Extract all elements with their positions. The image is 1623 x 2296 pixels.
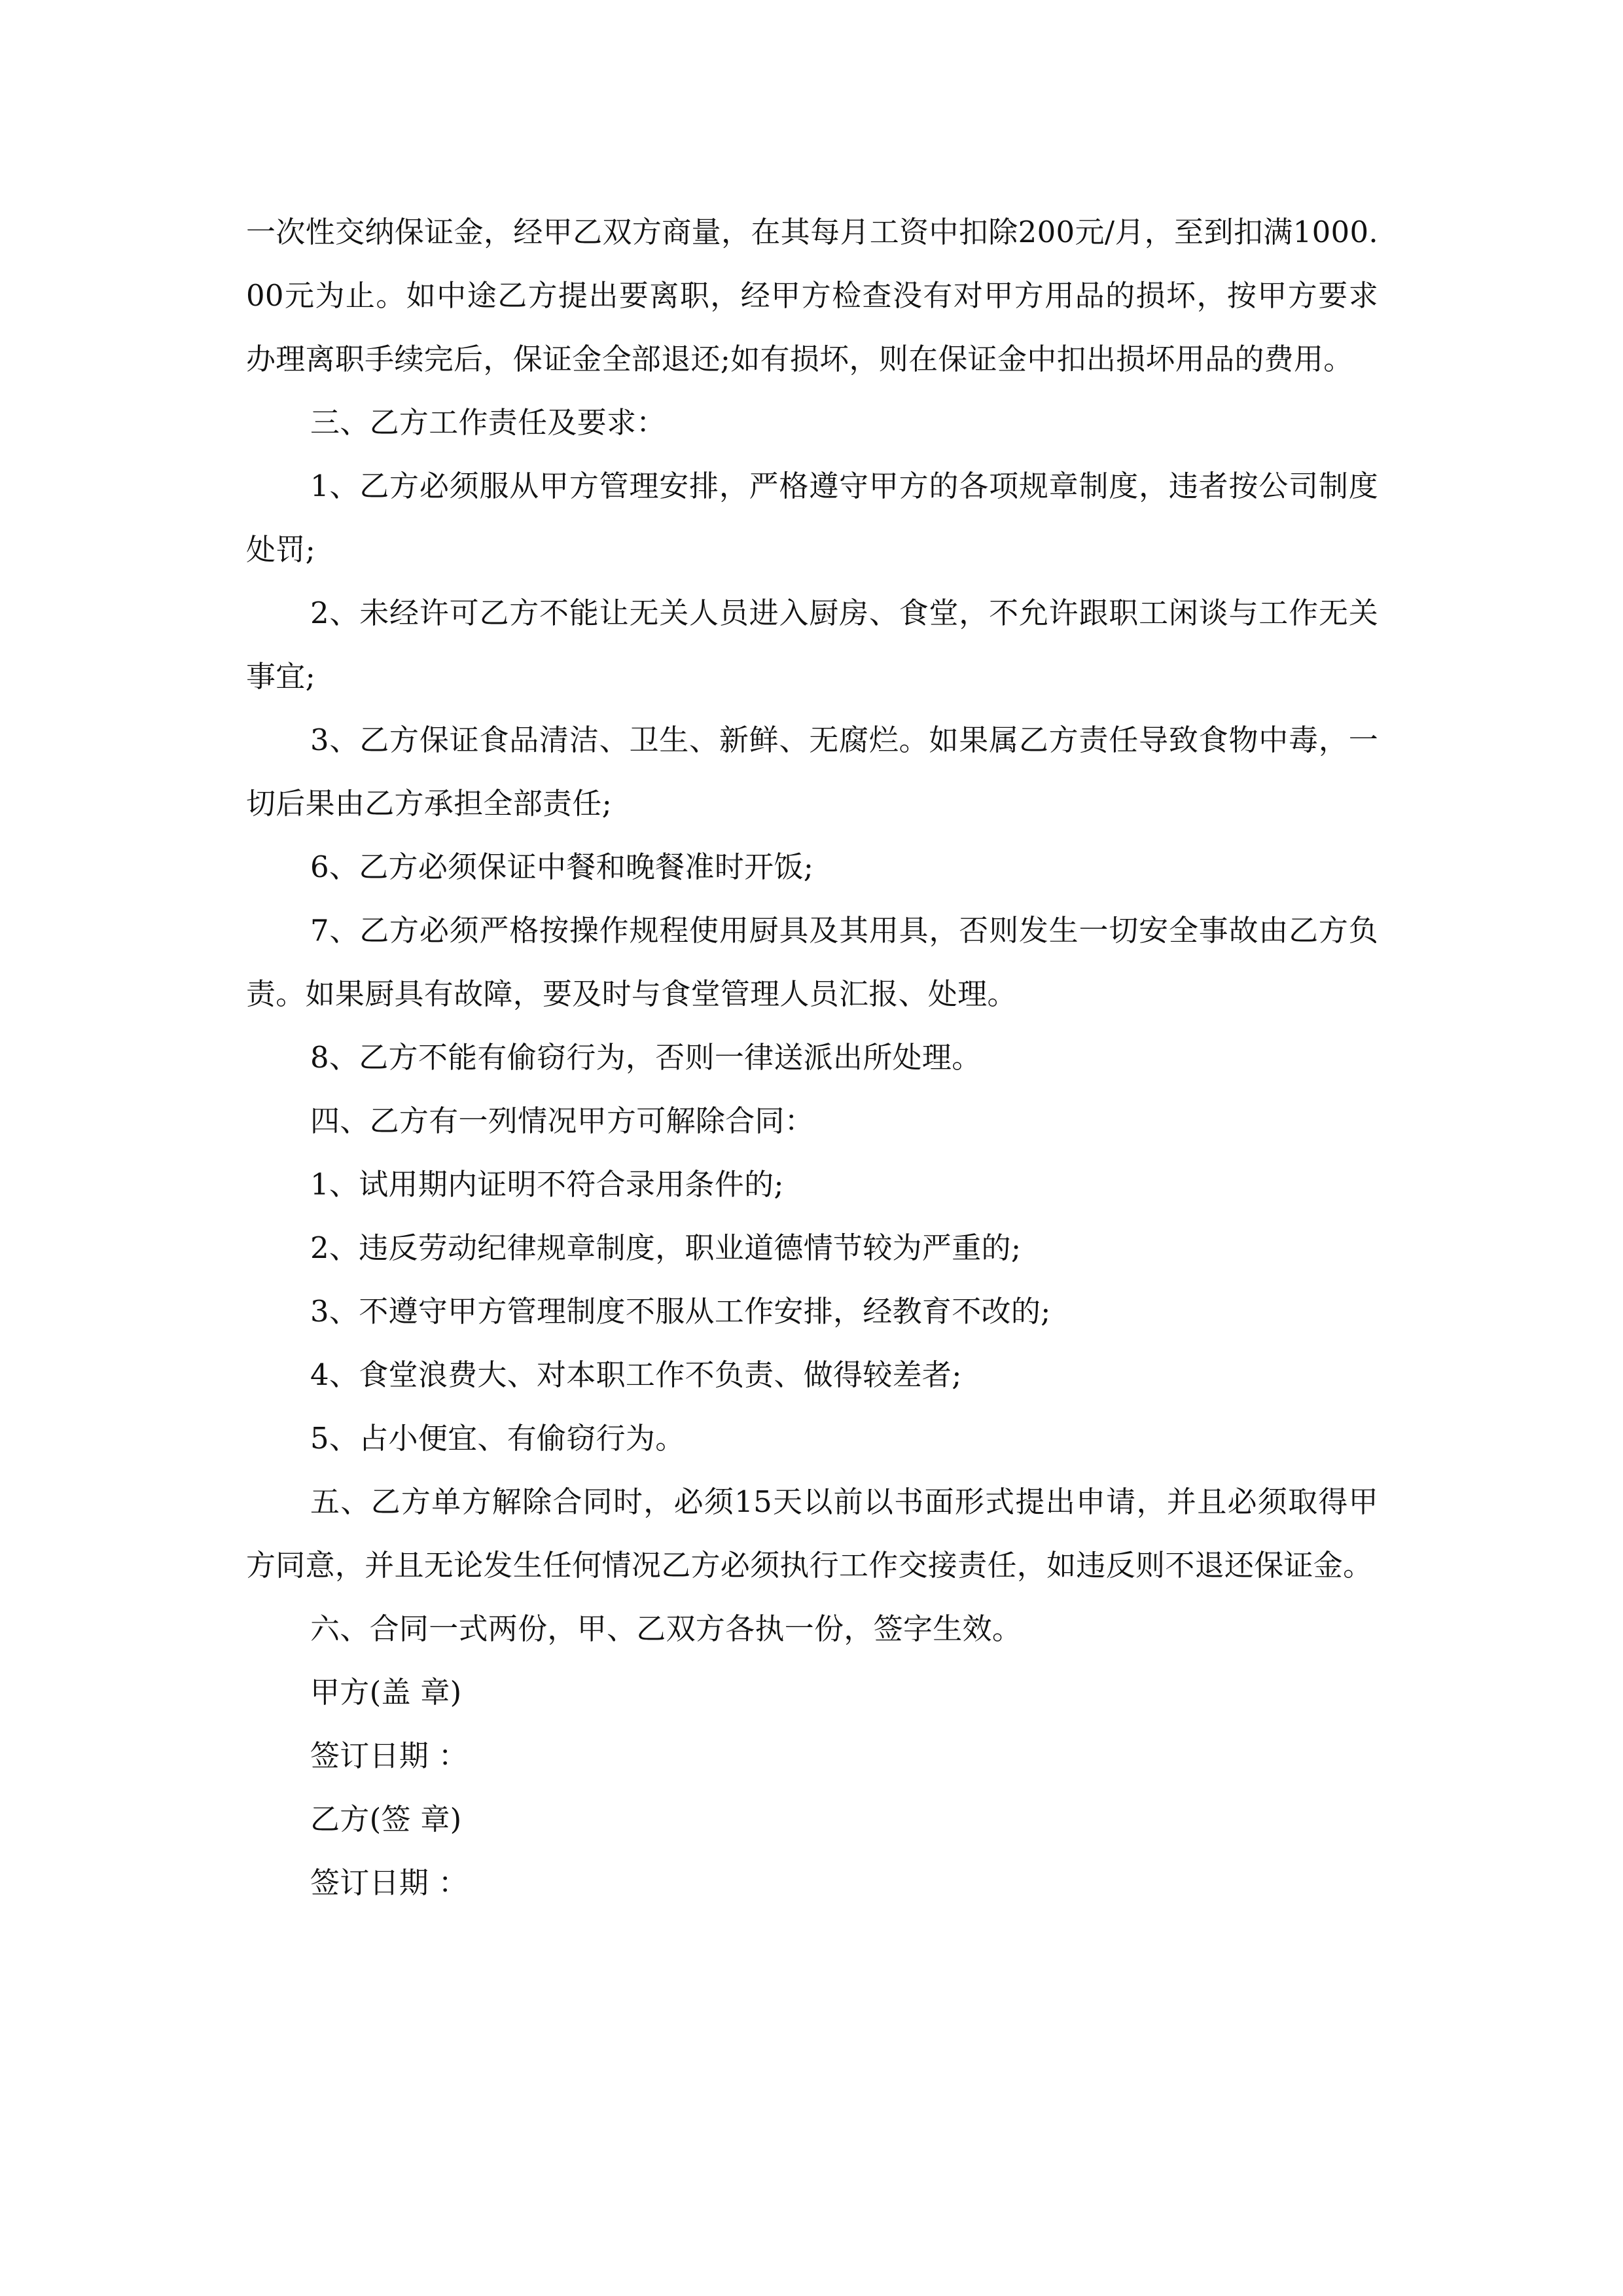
section-3-item-1: 1、乙方必须服从甲方管理安排，严格遵守甲方的各项规章制度，违者按公司制度处罚; bbox=[246, 469, 1378, 567]
section-6-paragraph: 六、合同一式两份，甲、乙双方各执一份，签字生效。 bbox=[310, 1611, 1022, 1646]
section-4-heading: 四、乙方有一列情况甲方可解除合同： bbox=[310, 1103, 815, 1138]
section-4-item-4: 4、食堂浪费大、对本职工作不负责、做得较差者; bbox=[310, 1357, 962, 1392]
section-4-item-3: 3、不遵守甲方管理制度不服从工作安排，经教育不改的; bbox=[310, 1294, 1051, 1329]
section-3-item-6: 6、乙方必须保证中餐和晚餐准时开饭; bbox=[310, 850, 814, 884]
party-b-date-line: 签订日期 ： bbox=[310, 1865, 469, 1900]
party-a-date-line: 签订日期 ： bbox=[310, 1738, 469, 1773]
section-4-item-2: 2、违反劳动纪律规章制度，职业道德情节较为严重的; bbox=[310, 1230, 1022, 1265]
section-3-heading: 三、乙方工作责任及要求： bbox=[310, 405, 666, 440]
section-3-item-2: 2、未经许可乙方不能让无关人员进入厨房、食堂，不允许跟职工闲谈与工作无关事宜; bbox=[246, 596, 1378, 694]
section-5-paragraph: 五、乙方单方解除合同时，必须15天以前以书面形式提出申请，并且必须取得甲方同意，并且无论发生任何情况乙方必须执行工作交接责任，如违反则不退还保证金。 bbox=[246, 1484, 1378, 1583]
section-3-item-3: 3、乙方保证食品清洁、卫生、新鲜、无腐烂。如果属乙方责任导致食物中毒，一切后果由乙方承担全部责任; bbox=[246, 723, 1378, 821]
deposit-paragraph: 一次性交纳保证金，经甲乙双方商量，在其每月工资中扣除200元/月，至到扣满1000.00元为止。如中途乙方提出要离职，经甲方检查没有对甲方用品的损坏，按甲方要求办理离职手续完后，保证金全部退还;如有损坏，则在保证金中扣出损坏用品的费用。 bbox=[246, 215, 1378, 376]
section-4-item-1: 1、试用期内证明不符合录用条件的; bbox=[310, 1167, 784, 1202]
section-3-item-7: 7、乙方必须严格按操作规程使用厨具及其用具，否则发生一切安全事故由乙方负责。如果厨具有故障，要及时与食堂管理人员汇报、处理。 bbox=[246, 913, 1378, 1011]
section-4-item-5: 5、占小便宜、有偷窃行为。 bbox=[310, 1421, 685, 1456]
party-a-seal-line: 甲方(盖 章) bbox=[310, 1675, 462, 1710]
document-body bbox=[246, 200, 1378, 1914]
party-b-seal-line: 乙方(签 章) bbox=[310, 1802, 462, 1837]
section-3-item-8: 8、乙方不能有偷窃行为，否则一律送派出所处理。 bbox=[310, 1040, 982, 1075]
